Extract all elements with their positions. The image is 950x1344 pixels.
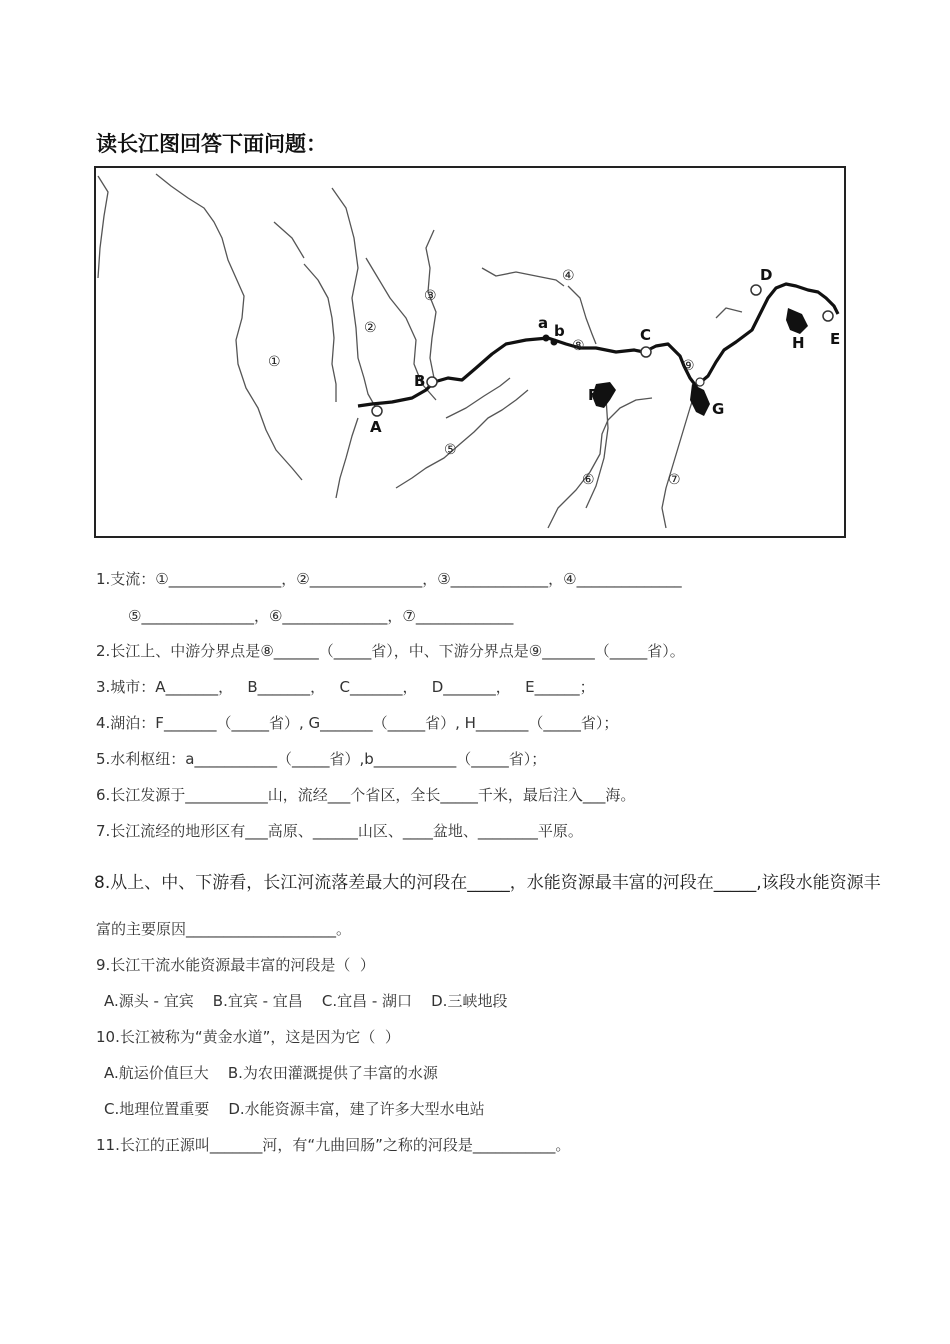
question-5: 5.水利枢纽：a___________（_____省）,b___________（_____省）；	[96, 750, 547, 768]
dam-label-a: a	[538, 314, 549, 332]
river-6b	[446, 378, 510, 418]
question-4: 4.湖泊：F_______（_____省）, G_______（_____省）, H_______（_____省）；	[96, 714, 619, 732]
city-b-marker	[427, 377, 437, 387]
question-10-options-2: C.地理位置重要 D.水能资源丰富，建了许多大型水电站	[104, 1100, 485, 1118]
tributary-label-5: ⑤	[444, 442, 457, 458]
lake-h-shape	[786, 308, 808, 334]
city-d-marker	[751, 285, 761, 295]
city-a-marker	[372, 406, 382, 416]
question-11: 11.长江的正源叫_______河，有“九曲回肠”之称的河段是___________。	[96, 1136, 571, 1154]
river-2	[304, 264, 336, 402]
river-7	[662, 390, 696, 528]
river-3	[426, 230, 436, 378]
river-upper-b	[274, 222, 304, 258]
question-2: 2.长江上、中游分界点是⑧______（_____省），中、下游分界点是⑨_______（_____省）。	[96, 642, 685, 660]
question-8-line-1: 8.从上、中、下游看，长江河流落差最大的河段在_____，水能资源最丰富的河段在_____,该段水能资源丰	[94, 873, 881, 893]
map-drawing	[96, 168, 844, 536]
tributary-label-1: ①	[268, 354, 281, 370]
question-6: 6.长江发源于___________山，流经___个省区，全长_____千米，最后注入___海。	[96, 786, 636, 804]
question-10-options-1: A.航运价值巨大 B.为农田灌溉提供了丰富的水源	[104, 1064, 438, 1082]
dam-label-b: b	[554, 322, 565, 340]
question-9-options: A.源头 - 宜宾 B.宜宾 - 宜昌 C.宜昌 - 湖口 D.三峡地段	[104, 992, 508, 1010]
city-label-a: A	[370, 418, 382, 436]
river-1	[156, 174, 302, 480]
question-10: 10.长江被称为“黄金水道”，这是因为它（ ）	[96, 1028, 400, 1046]
lake-label-h: H	[792, 334, 805, 352]
river-6	[548, 398, 652, 528]
city-label-e: E	[830, 330, 841, 348]
tributary-label-2: ②	[364, 320, 377, 336]
city-label-d: D	[760, 266, 773, 284]
tributary-label-4: ④	[562, 268, 575, 284]
lake-g-shape	[690, 384, 710, 416]
city-e-marker	[823, 311, 833, 321]
lake-label-f: F	[588, 386, 599, 404]
city-label-c: C	[640, 326, 652, 344]
question-1-line-1: 1.支流：①_______________，②_______________，③_____________，④______________	[96, 570, 682, 588]
dam-a-marker	[543, 335, 550, 342]
city-label-b: B	[414, 372, 426, 390]
tributary-label-7: ⑦	[668, 472, 681, 488]
mid-lower-boundary-marker	[696, 378, 704, 386]
river-4b	[568, 286, 596, 344]
tributary-label-6: ⑥	[582, 472, 595, 488]
lake-label-g: G	[712, 400, 725, 418]
river-2b	[332, 188, 376, 408]
river-4	[482, 268, 564, 286]
city-c-marker	[641, 347, 651, 357]
question-8-line-2: 富的主要原因____________________。	[96, 920, 352, 938]
river-a-south	[336, 418, 358, 498]
yangtze-map	[94, 166, 846, 538]
river-west-lower	[586, 398, 608, 508]
question-9: 9.长江干流水能资源最丰富的河段是（ ）	[96, 956, 375, 974]
question-3: 3.城市：A_______， B_______， C_______， D_______， E______；	[96, 678, 595, 696]
river-d-north	[716, 308, 742, 318]
tributary-label-3: ③	[424, 288, 437, 304]
river-1-west	[98, 176, 108, 278]
tributary-label-8: ⑧	[572, 338, 585, 354]
question-7: 7.长江流经的地形区有___高原、______山区、____盆地、________平原。	[96, 822, 583, 840]
river-5	[396, 390, 528, 488]
tributary-label-9: ⑨	[682, 358, 695, 374]
page-title: 读长江图回答下面问题：	[96, 132, 327, 156]
question-1-line-2: ⑤_______________，⑥______________，⑦_____________	[128, 607, 514, 625]
